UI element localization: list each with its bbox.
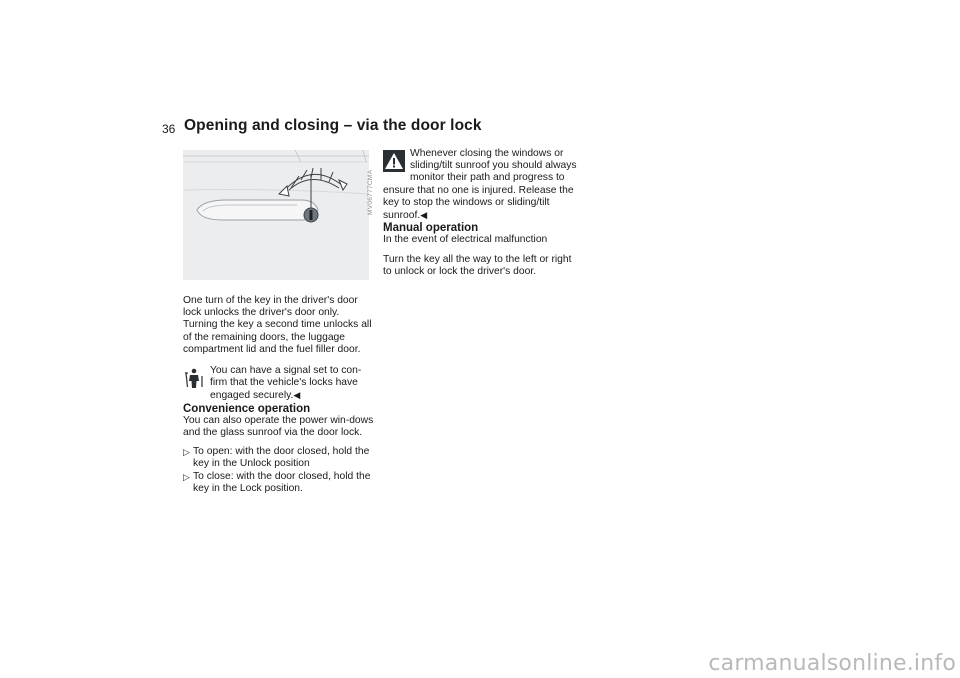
bullet-mark: ▷ xyxy=(183,447,190,458)
manual-paragraph-1: In the event of electrical malfunction xyxy=(383,234,548,246)
warning-triangle-icon xyxy=(383,150,405,172)
warning-note xyxy=(383,148,579,222)
service-person-icon xyxy=(183,367,205,389)
right-column xyxy=(383,148,579,278)
bullet-text: To close: with the door closed, hold the key in the Lock position. xyxy=(193,470,371,494)
bullet-mark: ▷ xyxy=(183,471,190,482)
door-lock-figure xyxy=(183,150,369,280)
list-item xyxy=(183,471,375,495)
convenience-heading: Convenience operation xyxy=(183,402,311,415)
figure-code: MV06777CMA xyxy=(367,169,374,215)
list-item xyxy=(183,446,375,470)
note-text: You can have a signal set to con-firm that the vehicle's locks have engaged securely. xyxy=(210,365,362,402)
left-column xyxy=(183,295,375,495)
convenience-intro: You can also operate the power win-dows and the glass sunroof via the door lock. xyxy=(183,414,374,439)
end-mark: ◀ xyxy=(293,390,301,401)
end-mark: ◀ xyxy=(420,210,428,221)
manual-paragraph-2: Turn the key all the way to the left or right to unlock or lock the driver's door. xyxy=(383,253,572,277)
page-title: Opening and closing – via the door lock xyxy=(184,117,482,134)
page-number: 36 xyxy=(162,122,176,136)
manual-heading: Manual operation xyxy=(383,222,479,235)
warning-text: Whenever closing the windows or sliding/tilt sunroof you should always monitor their path and progress to ensure that no one is injured. Release the key to stop the windows or sliding/tilt sunroof. xyxy=(383,148,577,222)
bullet-text: To open: with the door closed, hold the key in the Unlock position xyxy=(193,446,370,470)
intro-paragraph: One turn of the key in the driver's door lock unlocks the driver's door only. Turning the key a second time unlocks all of the remaining doors, the luggage compartment lid and the fuel filler door. xyxy=(183,295,372,355)
watermark: carmanualsonline.info xyxy=(708,651,956,676)
door-lock-key-icon xyxy=(183,150,369,280)
service-note xyxy=(183,365,375,403)
